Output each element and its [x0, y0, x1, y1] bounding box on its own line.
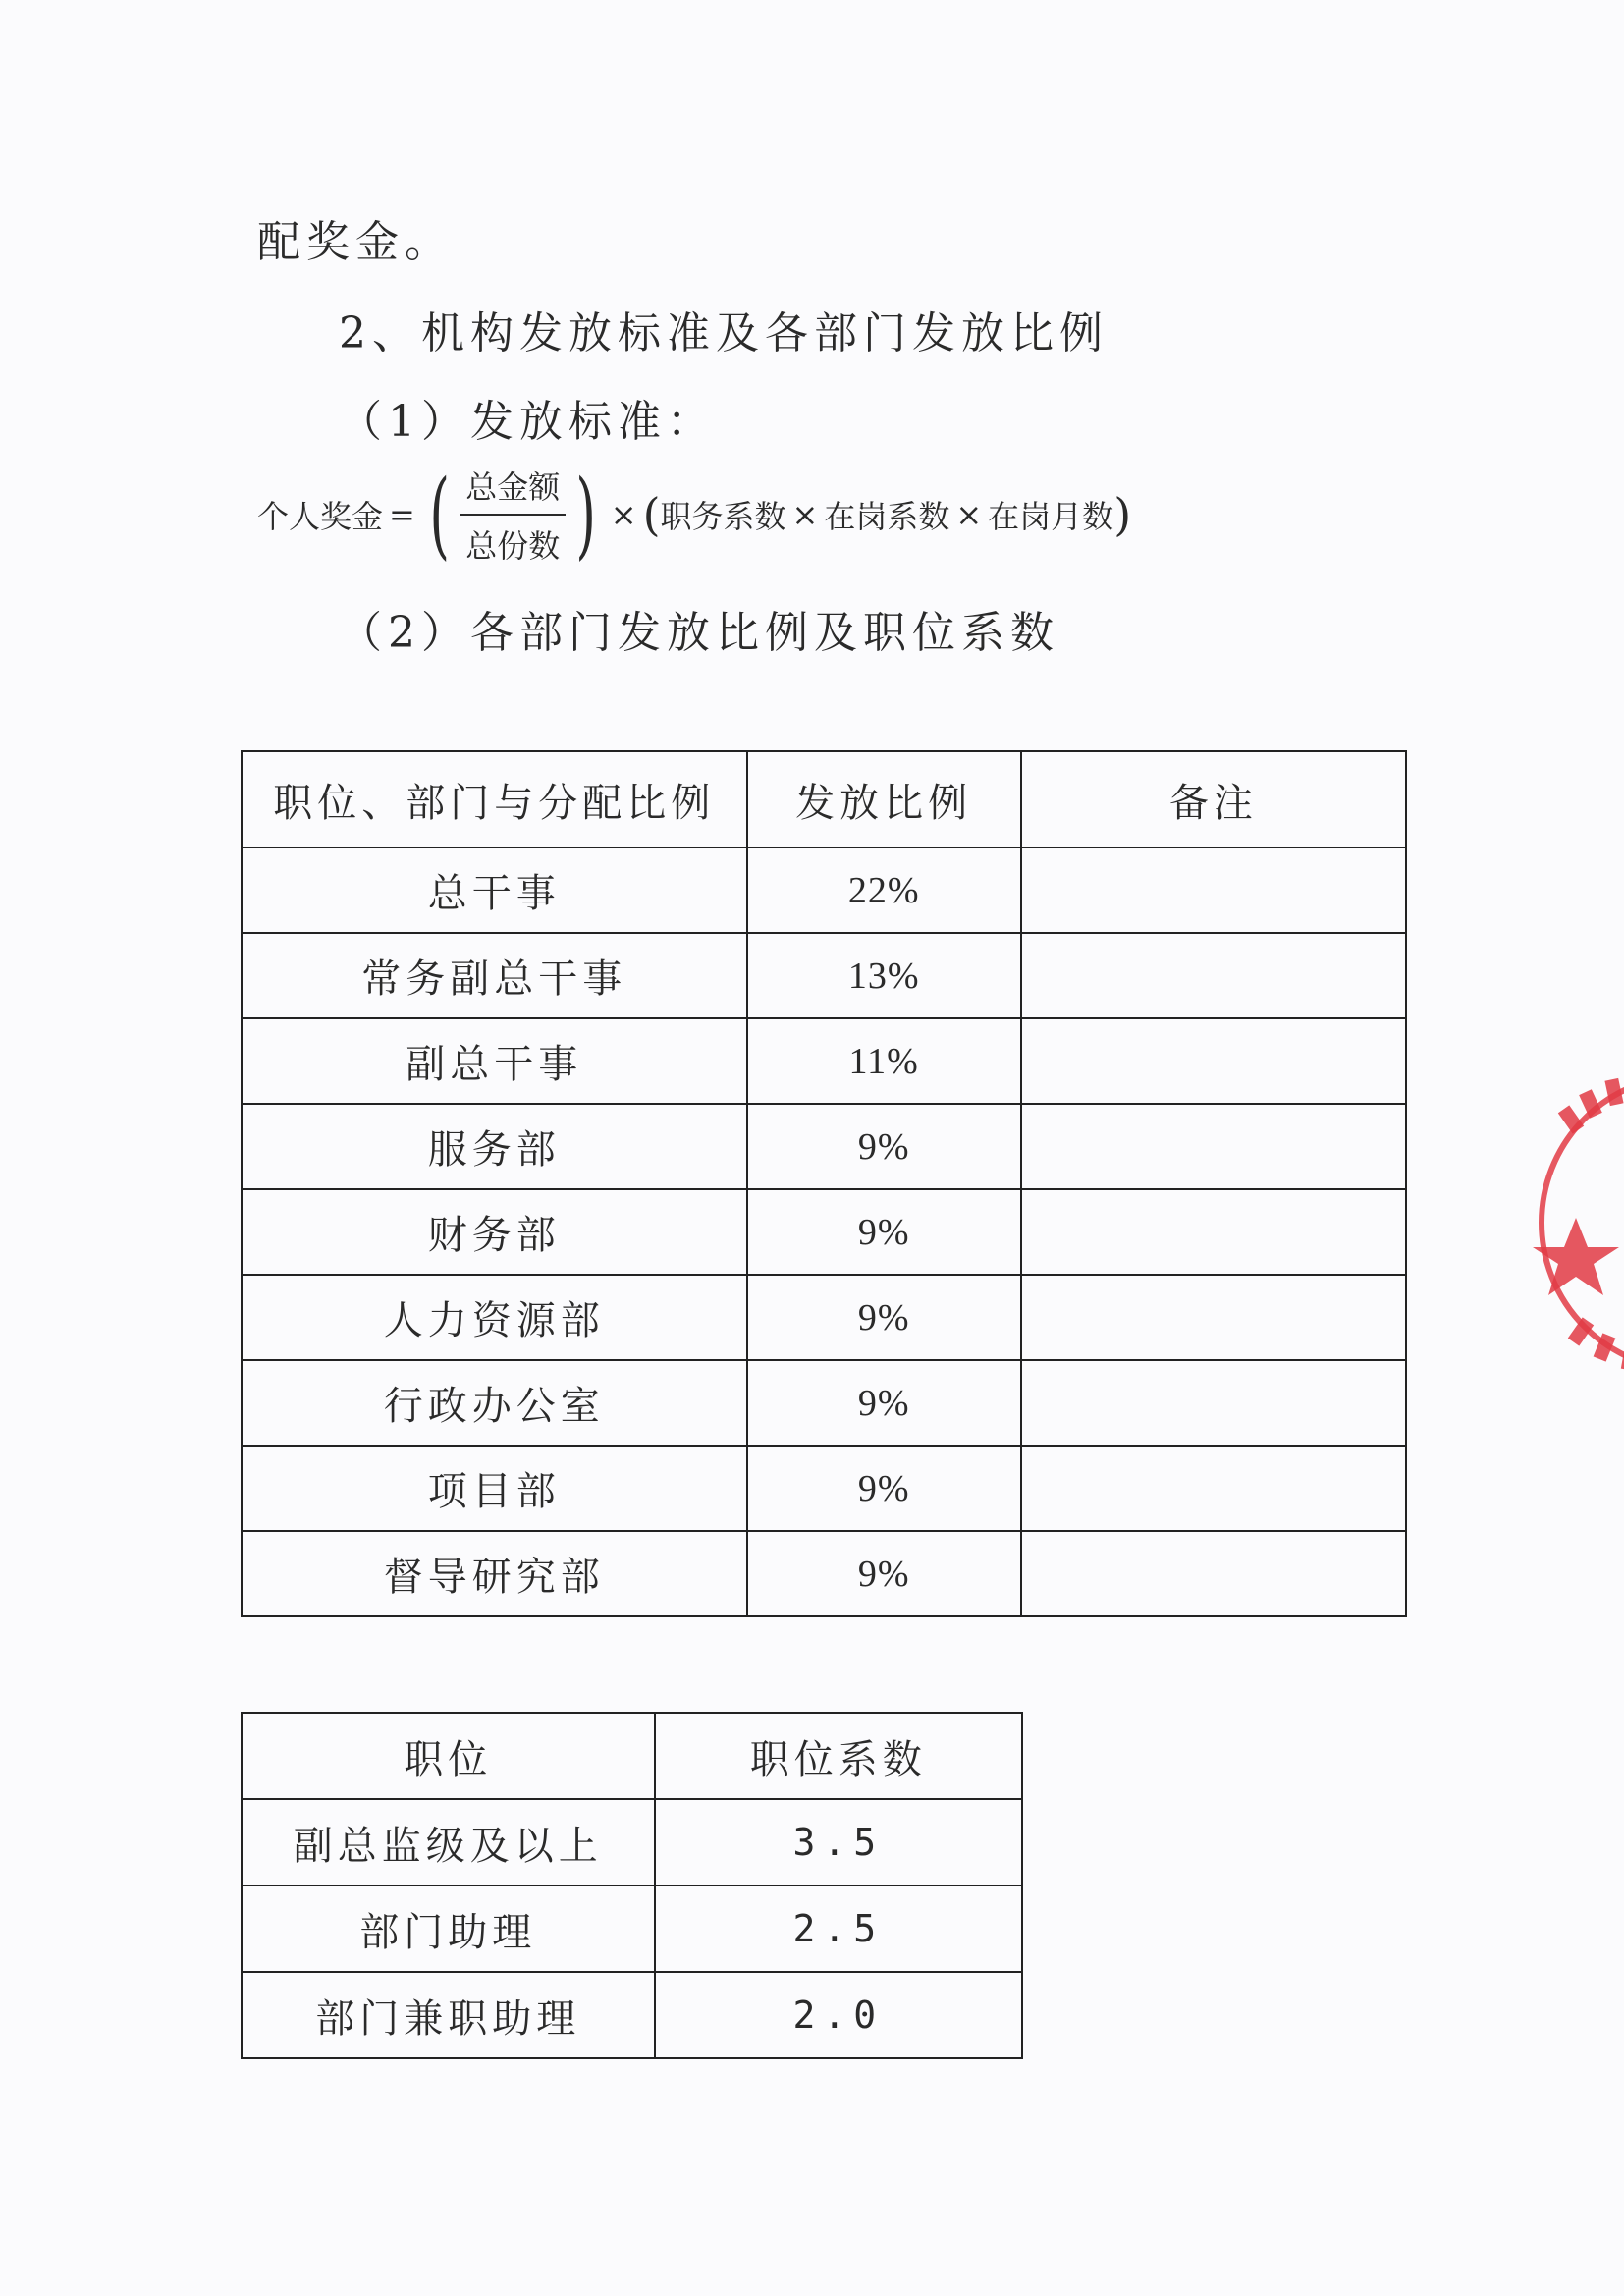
- formula-term-2: 在岗系数: [824, 498, 950, 535]
- formula-denominator: 总份数: [465, 527, 561, 565]
- formula-term-1: 职务系数: [660, 498, 786, 535]
- formula-lhs: 个人奖金: [257, 498, 384, 535]
- coefficient-table: [241, 1712, 1023, 2059]
- position-cell: 总干事: [242, 847, 747, 933]
- coef-table-header-row: [242, 1713, 1022, 1799]
- position-cell: 副总干事: [242, 1018, 747, 1104]
- ratio-cell: 9%: [747, 1275, 1021, 1360]
- ratio-table: [241, 750, 1407, 1617]
- coef-header-coefficient: 职位系数: [655, 1713, 1022, 1799]
- note-cell: [1021, 847, 1406, 933]
- note-cell: [1021, 1104, 1406, 1189]
- position-cell: 行政办公室: [242, 1360, 747, 1446]
- position-cell: 财务部: [242, 1189, 747, 1275]
- paragraph-1: 配奖金。: [257, 217, 454, 267]
- position-cell: 服务部: [242, 1104, 747, 1189]
- table-row: [242, 1189, 1406, 1275]
- ratio-header-position: 职位、部门与分配比例: [242, 751, 747, 847]
- ratio-cell: 22%: [747, 847, 1021, 933]
- coefficient-cell: 2.0: [655, 1972, 1022, 2058]
- ratio-cell: 9%: [747, 1189, 1021, 1275]
- table-row: [242, 1360, 1406, 1446]
- note-cell: [1021, 933, 1406, 1018]
- formula-times-3: ×: [955, 496, 983, 533]
- table-row: [242, 847, 1406, 933]
- formula-times-2: ×: [791, 496, 819, 533]
- table-row: [242, 1104, 1406, 1189]
- subsection-ratio: （2）各部门发放比例及职位系数: [339, 608, 1059, 658]
- table-row: [242, 933, 1406, 1018]
- position-cell: 项目部: [242, 1446, 747, 1531]
- position-cell: 督导研究部: [242, 1531, 747, 1616]
- ratio-cell: 9%: [747, 1531, 1021, 1616]
- ratio-cell: 9%: [747, 1104, 1021, 1189]
- table-row: [242, 1972, 1022, 2058]
- formula-term-3: 在岗月数: [988, 498, 1114, 535]
- note-cell: [1021, 1446, 1406, 1531]
- position-cell: 常务副总干事: [242, 933, 747, 1018]
- table-row: [242, 1531, 1406, 1616]
- ratio-cell: 11%: [747, 1018, 1021, 1104]
- paren-close: ): [575, 460, 597, 570]
- coefficient-cell: 3.5: [655, 1799, 1022, 1886]
- note-cell: [1021, 1531, 1406, 1616]
- paren-open: (: [429, 460, 450, 570]
- position-cell: 人力资源部: [242, 1275, 747, 1360]
- subsection-standard: （1）发放标准：: [339, 397, 716, 447]
- position-cell: 副总监级及以上: [242, 1799, 655, 1886]
- note-cell: [1021, 1360, 1406, 1446]
- ratio-cell: 13%: [747, 933, 1021, 1018]
- table-row: [242, 1018, 1406, 1104]
- coefficient-cell: 2.5: [655, 1886, 1022, 1972]
- table-row: [242, 1886, 1022, 1972]
- ratio-header-note: 备注: [1021, 751, 1406, 847]
- table-row: [242, 1275, 1406, 1360]
- ratio-cell: 9%: [747, 1446, 1021, 1531]
- note-cell: [1021, 1275, 1406, 1360]
- formula-equals: =: [389, 496, 415, 533]
- bonus-formula: [257, 460, 1132, 570]
- formula-times-1: ×: [610, 496, 637, 533]
- table-row: [242, 1799, 1022, 1886]
- ratio-header-ratio: 发放比例: [747, 751, 1021, 847]
- note-cell: [1021, 1189, 1406, 1275]
- coef-header-position: 职位: [242, 1713, 655, 1799]
- red-seal-stamp: [1517, 1056, 1624, 1390]
- note-cell: [1021, 1018, 1406, 1104]
- position-cell: 部门兼职助理: [242, 1972, 655, 2058]
- formula-fraction: [460, 463, 566, 567]
- formula-numerator: 总金额: [460, 463, 566, 516]
- position-cell: 部门助理: [242, 1886, 655, 1972]
- ratio-table-header-row: [242, 751, 1406, 847]
- paren-open-2: (: [642, 488, 661, 541]
- table-row: [242, 1446, 1406, 1531]
- paren-close-2: ): [1113, 488, 1132, 541]
- section-heading: 2、机构发放标准及各部门发放比例: [339, 308, 1109, 358]
- ratio-cell: 9%: [747, 1360, 1021, 1446]
